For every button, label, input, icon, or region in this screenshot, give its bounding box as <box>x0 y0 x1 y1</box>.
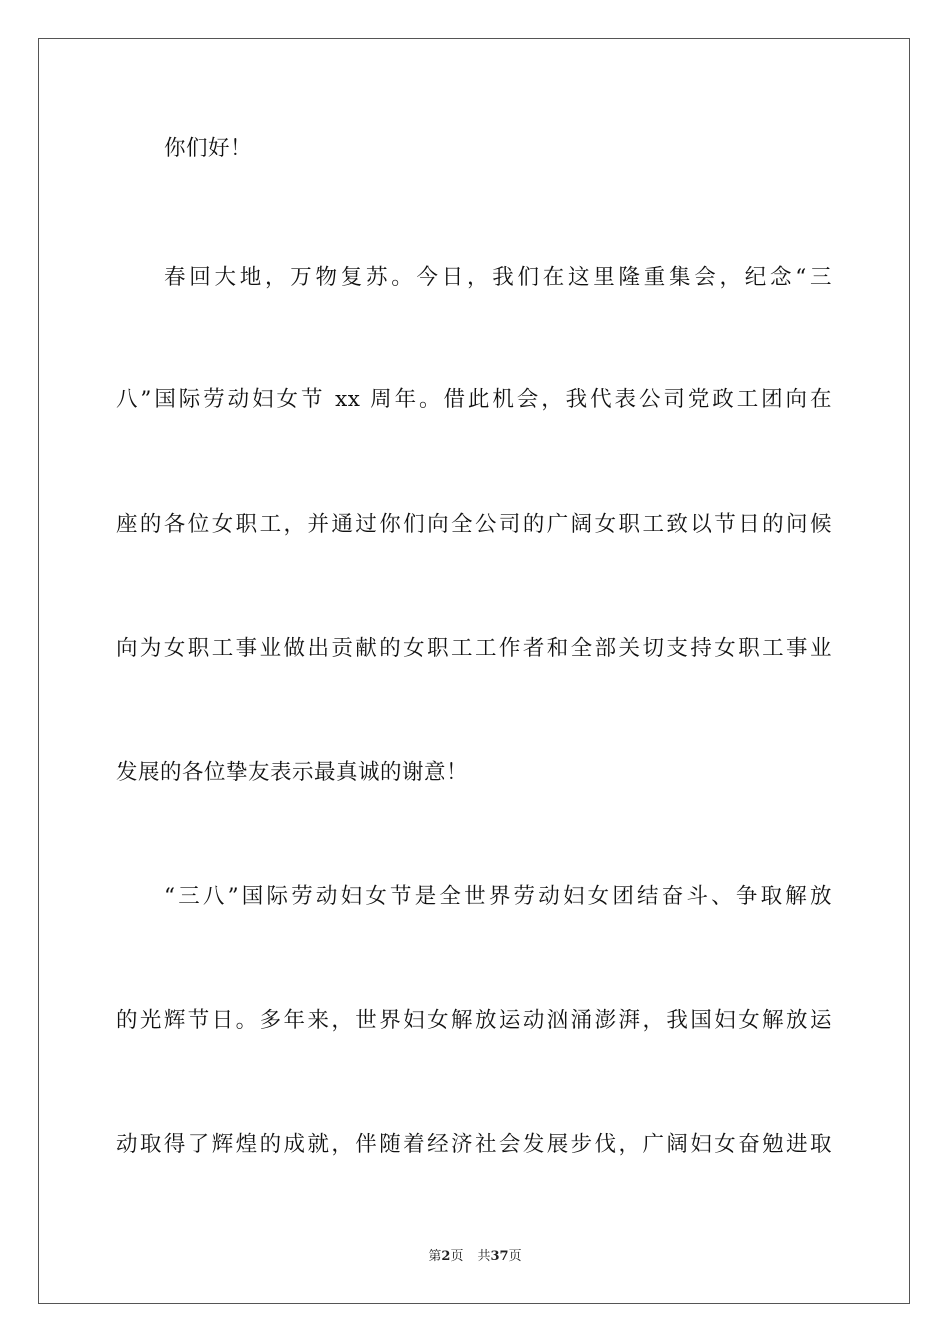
total-prefix: 共 <box>477 1249 491 1264</box>
paragraph-line: 发展的各位挚友表示最真诚的谢意！ <box>116 760 469 785</box>
total-pages: 37 <box>490 1249 509 1264</box>
page-border <box>38 38 910 1304</box>
paragraph-line: 的光辉节日。多年来，世界妇女解放运动汹涌澎湃，我国妇女解放运 <box>116 1008 832 1033</box>
paragraph-line: 向为女职工事业做出贡献的女职工工作者和全部关切支持女职工事业 <box>116 636 832 661</box>
total-suffix: 页 <box>508 1249 522 1264</box>
page-footer <box>0 1248 950 1266</box>
paragraph-line: “三八”国际劳动妇女节是全世界劳动妇女团结奋斗、争取解放 <box>164 884 832 909</box>
paragraph-line: 八”国际劳动妇女节 xx 周年。借此机会，我代表公司党政工团向在 <box>116 387 832 412</box>
page-number: 2 <box>441 1249 451 1264</box>
paragraph-line: 动取得了辉煌的成就，伴随着经济社会发展步伐，广阔妇女奋勉进取 <box>116 1132 832 1157</box>
paragraph-line: 春回大地，万物复苏。今日，我们在这里隆重集会，纪念“三 <box>164 265 832 290</box>
page-prefix: 第 <box>428 1249 442 1264</box>
paragraph-line: 座的各位女职工，并通过你们向全公司的广阔女职工致以节日的问候 <box>116 512 832 537</box>
paragraph-line: 你们好！ <box>164 136 253 161</box>
page-suffix: 页 <box>450 1249 464 1264</box>
